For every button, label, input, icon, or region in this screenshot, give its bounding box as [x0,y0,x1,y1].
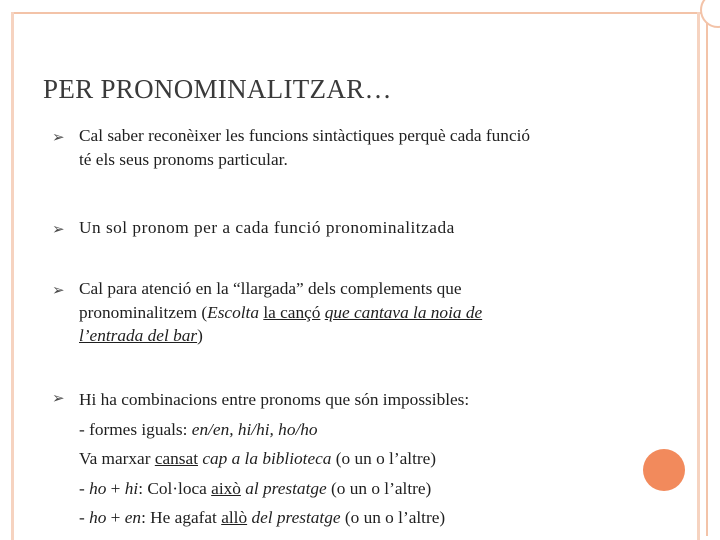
slide-title: PER PRONOMINALITZAR… [43,74,392,104]
frame-right-bar [697,12,700,540]
bullet-item-3: Cal para atenció en la “llargada” dels complements que pronominalitzem (Escolta la cançó que cantava la noia de l’entrada del bar) [79,279,483,345]
frame-left-bar [11,12,14,540]
bullet-item-1: Cal saber reconèixer les funcions sintàctiques perquè cada funció té els seus pronoms particular. [79,126,531,169]
arrow-bullet-icon: ➢ [52,283,65,299]
bullet-item-2: Un sol pronom per a cada funció pronominalitzada [79,218,455,237]
arrow-bullet-icon: ➢ [52,130,65,146]
bullet-item-4: Hi ha combinacions entre pronoms que són impossibles: - formes iguals: en/en, hi/hi, ho/ho Va marxar cansat cap a la biblioteca (o un o l’altre) - ho + hi: Col·loca això al prestatge (o un o l’altre) - ho + en: He agafat allò del prestatge (o un o l’altre) [79,390,470,527]
arrow-bullet-icon: ➢ [52,222,65,238]
arrow-bullet-icon: ➢ [52,391,65,407]
decorative-circle-bottom [643,449,685,491]
